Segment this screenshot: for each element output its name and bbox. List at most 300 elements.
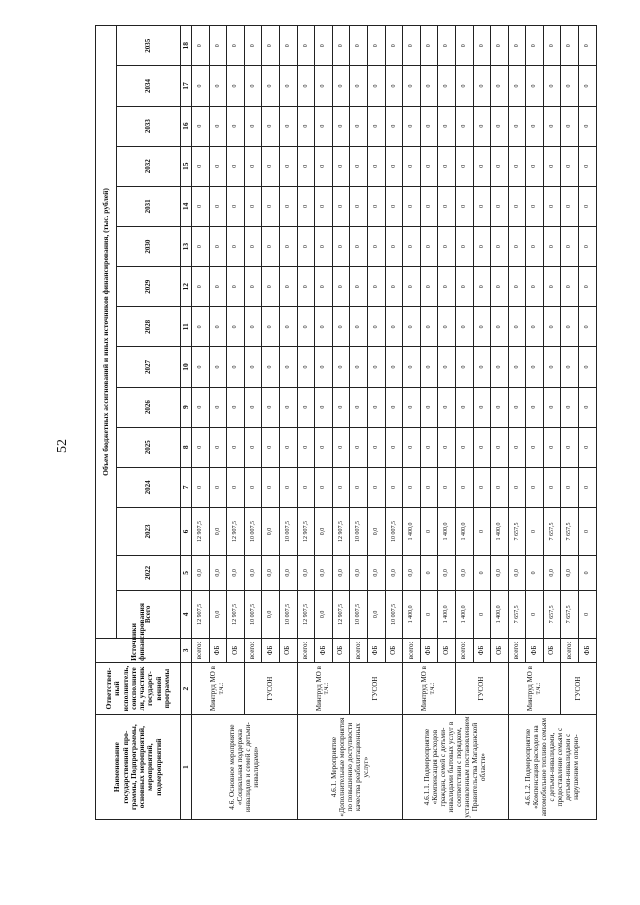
value-cell: 0 [315, 467, 333, 507]
header-total: Всего [117, 590, 181, 638]
header-index-cell: 11 [181, 307, 192, 347]
value-cell: 0 [403, 267, 421, 307]
value-cell: 0 [526, 106, 544, 146]
value-cell: 0 [473, 507, 491, 555]
value-cell: 0 [579, 267, 597, 307]
source-cell: ФБ [367, 638, 385, 662]
value-cell: 0 [508, 347, 526, 387]
value-cell: 1 400,0 [455, 590, 473, 638]
value-cell: 0 [367, 66, 385, 106]
value-cell: 0 [420, 267, 438, 307]
value-cell: 0,0 [315, 590, 333, 638]
value-cell: 0 [279, 106, 297, 146]
value-cell: 0 [279, 267, 297, 307]
value-cell: 0 [209, 427, 227, 467]
value-cell: 0,0 [543, 555, 561, 590]
value-cell: 0 [526, 186, 544, 226]
value-cell: 0 [192, 106, 210, 146]
value-cell: 0 [491, 146, 509, 186]
value-cell: 0 [227, 307, 245, 347]
source-cell: всего: [455, 638, 473, 662]
source-cell: ФБ [526, 638, 544, 662]
value-cell: 1 400,0 [491, 507, 509, 555]
value-cell: 0,0 [209, 590, 227, 638]
value-cell: 0 [385, 226, 403, 266]
value-cell: 0 [332, 387, 350, 427]
value-cell: 0 [491, 186, 509, 226]
value-cell: 0 [543, 307, 561, 347]
value-cell: 0 [332, 347, 350, 387]
value-cell: 0 [227, 226, 245, 266]
activity-name: 4.6.1.1. Подмероприятие «Компенсация расходов граждан, семей с детьми-инвалидами бытовых услуг в соответствии с порядком, установленным постановлением Правительства Магаданской области» [403, 715, 509, 820]
value-cell: 1 400,0 [403, 507, 421, 555]
value-cell: 0 [227, 146, 245, 186]
header-year: 2031 [117, 186, 181, 226]
executor-cell: ГУСОН [561, 662, 596, 714]
value-cell: 0 [438, 347, 456, 387]
value-cell: 0,0 [209, 555, 227, 590]
value-cell: 0 [315, 226, 333, 266]
value-cell: 7 657,5 [543, 507, 561, 555]
header-index-cell: 17 [181, 66, 192, 106]
value-cell: 0 [332, 267, 350, 307]
value-cell: 0 [438, 186, 456, 226]
value-cell: 0 [403, 106, 421, 146]
source-cell: всего: [244, 638, 262, 662]
header-year: 2032 [117, 146, 181, 186]
value-cell: 0 [192, 66, 210, 106]
source-cell: ОБ [543, 638, 561, 662]
table-body [192, 26, 597, 820]
value-cell: 0 [403, 387, 421, 427]
source-cell: ФБ [209, 638, 227, 662]
value-cell: 0 [209, 186, 227, 226]
value-cell: 0 [508, 26, 526, 66]
value-cell: 0,0 [192, 555, 210, 590]
value-cell: 0 [297, 307, 315, 347]
value-cell: 0 [315, 106, 333, 146]
header-year: 2033 [117, 106, 181, 146]
value-cell: 0,0 [491, 555, 509, 590]
value-cell: 0 [579, 507, 597, 555]
value-cell: 0 [561, 267, 579, 307]
header-index-cell: 4 [181, 590, 192, 638]
value-cell: 0 [209, 26, 227, 66]
value-cell: 0 [385, 307, 403, 347]
value-cell: 0,0 [508, 555, 526, 590]
value-cell: 0 [262, 307, 280, 347]
value-cell: 0 [526, 146, 544, 186]
value-cell: 10 007,5 [279, 507, 297, 555]
value-cell: 0 [420, 106, 438, 146]
header-index-cell: 1 [181, 715, 192, 820]
header-year: 2034 [117, 66, 181, 106]
value-cell: 0 [561, 467, 579, 507]
value-cell: 0,0 [262, 555, 280, 590]
value-cell: 0 [244, 307, 262, 347]
header-year: 2030 [117, 226, 181, 266]
value-cell: 0 [438, 427, 456, 467]
value-cell: 0 [227, 267, 245, 307]
value-cell: 0 [526, 267, 544, 307]
activity-name: 4.6.1. Мероприятие «Дополнительные мероприятия по повышению доступности качества реабилитационных услуг» [297, 715, 403, 820]
value-cell: 0 [350, 467, 368, 507]
value-cell: 0 [420, 387, 438, 427]
value-cell: 0 [350, 347, 368, 387]
value-cell: 0 [403, 427, 421, 467]
value-cell: 0 [297, 467, 315, 507]
value-cell: 0 [579, 146, 597, 186]
header-index-cell: 14 [181, 186, 192, 226]
source-cell: ФБ [315, 638, 333, 662]
value-cell: 0,0 [350, 555, 368, 590]
value-cell: 0 [543, 467, 561, 507]
budget-table [95, 25, 597, 820]
value-cell: 0 [332, 307, 350, 347]
value-cell: 0 [420, 226, 438, 266]
value-cell: 0 [438, 106, 456, 146]
header-name: Наименование государственной про-граммы, Подпрограммы, основных мероприятий, мероприятий, подмероприятий [96, 715, 181, 820]
value-cell: 0 [438, 146, 456, 186]
value-cell: 0 [192, 427, 210, 467]
header-year: 2023 [117, 507, 181, 555]
value-cell: 0 [332, 186, 350, 226]
value-cell: 0 [244, 267, 262, 307]
value-cell: 10 007,5 [279, 590, 297, 638]
value-cell: 0 [350, 226, 368, 266]
source-cell: ОБ [227, 638, 245, 662]
value-cell: 0 [420, 427, 438, 467]
value-cell: 0,0 [227, 555, 245, 590]
value-cell: 0 [227, 106, 245, 146]
value-cell: 0 [367, 347, 385, 387]
value-cell: 0 [350, 146, 368, 186]
value-cell: 0 [438, 307, 456, 347]
value-cell: 0 [262, 226, 280, 266]
value-cell: 0 [262, 106, 280, 146]
value-cell: 0 [455, 106, 473, 146]
value-cell: 0 [297, 106, 315, 146]
value-cell: 0 [526, 507, 544, 555]
value-cell: 0 [244, 347, 262, 387]
value-cell: 0 [262, 66, 280, 106]
value-cell: 0 [438, 66, 456, 106]
value-cell: 0 [350, 26, 368, 66]
value-cell: 12 907,5 [192, 507, 210, 555]
value-cell: 0 [473, 347, 491, 387]
value-cell: 10 007,5 [385, 507, 403, 555]
value-cell: 0 [279, 66, 297, 106]
table-row [350, 26, 368, 820]
executor-cell: ГУСОН [350, 662, 403, 714]
value-cell: 0,0 [244, 555, 262, 590]
value-cell: 0 [244, 26, 262, 66]
value-cell: 0 [543, 347, 561, 387]
value-cell: 0 [473, 146, 491, 186]
value-cell: 0 [455, 66, 473, 106]
header-row-main [96, 26, 117, 820]
value-cell: 0 [526, 555, 544, 590]
value-cell: 0 [438, 26, 456, 66]
value-cell: 0 [209, 307, 227, 347]
value-cell: 0 [579, 66, 597, 106]
value-cell: 0 [279, 226, 297, 266]
executor-cell: Минтруд МО в т.ч.: [508, 662, 561, 714]
value-cell: 0 [227, 427, 245, 467]
value-cell: 0 [227, 387, 245, 427]
source-cell: ФБ [473, 638, 491, 662]
value-cell: 0 [543, 106, 561, 146]
value-cell: 0 [367, 267, 385, 307]
header-index-cell: 15 [181, 146, 192, 186]
value-cell: 0,0 [332, 555, 350, 590]
value-cell: 0 [262, 186, 280, 226]
value-cell: 0 [315, 186, 333, 226]
value-cell: 0 [561, 387, 579, 427]
value-cell: 0 [367, 146, 385, 186]
value-cell: 0 [438, 467, 456, 507]
value-cell: 0 [543, 146, 561, 186]
value-cell: 0 [192, 307, 210, 347]
value-cell: 0 [192, 146, 210, 186]
value-cell: 0 [192, 347, 210, 387]
value-cell: 0 [244, 146, 262, 186]
value-cell: 0 [385, 26, 403, 66]
value-cell: 10 007,5 [385, 590, 403, 638]
value-cell: 0 [491, 387, 509, 427]
rotated-table-container [95, 25, 610, 820]
value-cell: 0 [262, 267, 280, 307]
value-cell: 0 [403, 347, 421, 387]
value-cell: 0 [332, 427, 350, 467]
value-cell: 0 [473, 467, 491, 507]
value-cell: 0 [455, 226, 473, 266]
value-cell: 0 [526, 347, 544, 387]
value-cell: 7 657,5 [543, 590, 561, 638]
value-cell: 0 [315, 307, 333, 347]
value-cell: 0 [192, 186, 210, 226]
value-cell: 0 [350, 307, 368, 347]
value-cell: 0 [491, 66, 509, 106]
value-cell: 0 [315, 347, 333, 387]
value-cell: 0 [244, 387, 262, 427]
value-cell: 0,0 [385, 555, 403, 590]
value-cell: 0 [403, 307, 421, 347]
header-year: 2035 [117, 26, 181, 66]
value-cell: 0 [473, 66, 491, 106]
value-cell: 0 [403, 26, 421, 66]
value-cell: 0 [508, 387, 526, 427]
value-cell: 0 [367, 427, 385, 467]
value-cell: 12 907,5 [227, 590, 245, 638]
value-cell: 0 [297, 66, 315, 106]
value-cell: 0 [385, 186, 403, 226]
value-cell: 12 907,5 [332, 590, 350, 638]
value-cell: 0 [508, 307, 526, 347]
value-cell: 0 [543, 186, 561, 226]
value-cell: 0 [508, 267, 526, 307]
value-cell: 0 [385, 347, 403, 387]
header-volume: Объем бюджетных ассигнований и иных источников финансирования, (тыс. рублей) [96, 26, 117, 639]
value-cell: 0,0 [209, 507, 227, 555]
value-cell: 0 [403, 226, 421, 266]
source-cell: ОБ [385, 638, 403, 662]
activity-name: 4.6.1.2. Подмероприятие «Компенсация расходов на автомобильное топливо семьям с детьми-инвалидами, предоставление семьям с детьми-инвалидами с нарушением опорно- [508, 715, 596, 820]
header-year: 2024 [117, 467, 181, 507]
value-cell: 0 [227, 66, 245, 106]
value-cell: 0 [561, 66, 579, 106]
value-cell: 0 [543, 387, 561, 427]
value-cell: 0 [262, 467, 280, 507]
value-cell: 0 [350, 427, 368, 467]
value-cell: 0 [279, 387, 297, 427]
value-cell: 0 [279, 186, 297, 226]
value-cell: 0 [279, 307, 297, 347]
value-cell: 0 [385, 267, 403, 307]
value-cell: 0 [579, 186, 597, 226]
activity-name: 4.6. Основное мероприятие «Социальная поддержка инвалидов и семей с детьми-инвалидами» [192, 715, 298, 820]
value-cell: 0 [262, 26, 280, 66]
source-cell: ФБ [420, 638, 438, 662]
value-cell: 0 [297, 427, 315, 467]
value-cell: 0 [192, 267, 210, 307]
value-cell: 0 [473, 427, 491, 467]
value-cell: 0 [455, 427, 473, 467]
header-index-cell: 18 [181, 26, 192, 66]
value-cell: 0 [332, 26, 350, 66]
value-cell: 0 [315, 387, 333, 427]
source-cell: ОБ [279, 638, 297, 662]
value-cell: 0 [420, 467, 438, 507]
value-cell: 0 [543, 26, 561, 66]
value-cell: 0 [491, 226, 509, 266]
value-cell: 0,0 [315, 555, 333, 590]
header-year: 2027 [117, 347, 181, 387]
value-cell: 0 [385, 427, 403, 467]
value-cell: 0 [491, 267, 509, 307]
value-cell: 0,0 [297, 555, 315, 590]
value-cell: 7 657,5 [561, 507, 579, 555]
executor-cell: Минтруд МО в т.ч.: [297, 662, 350, 714]
value-cell: 0 [526, 26, 544, 66]
source-cell: ОБ [332, 638, 350, 662]
value-cell: 0,0 [438, 555, 456, 590]
value-cell: 0 [244, 226, 262, 266]
source-cell: всего: [192, 638, 210, 662]
value-cell: 12 907,5 [332, 507, 350, 555]
value-cell: 0 [209, 226, 227, 266]
value-cell: 0 [367, 226, 385, 266]
value-cell: 0 [227, 467, 245, 507]
value-cell: 0 [227, 26, 245, 66]
value-cell: 0 [297, 146, 315, 186]
value-cell: 0 [491, 427, 509, 467]
value-cell: 0 [579, 26, 597, 66]
source-cell: ОБ [438, 638, 456, 662]
value-cell: 1 400,0 [455, 507, 473, 555]
value-cell: 0 [473, 26, 491, 66]
value-cell: 0 [579, 226, 597, 266]
value-cell: 0 [420, 590, 438, 638]
value-cell: 0 [244, 106, 262, 146]
value-cell: 0 [367, 186, 385, 226]
value-cell: 0 [297, 226, 315, 266]
value-cell: 0 [579, 467, 597, 507]
value-cell: 0 [455, 186, 473, 226]
executor-cell: ГУСОН [455, 662, 508, 714]
value-cell: 0 [579, 590, 597, 638]
value-cell: 0 [473, 226, 491, 266]
value-cell: 0 [473, 555, 491, 590]
header-index-cell: 16 [181, 106, 192, 146]
value-cell: 0 [526, 467, 544, 507]
value-cell: 1 400,0 [491, 590, 509, 638]
value-cell: 0 [227, 186, 245, 226]
table-row [297, 26, 315, 820]
value-cell: 0 [455, 146, 473, 186]
value-cell: 12 907,5 [192, 590, 210, 638]
value-cell: 0 [561, 347, 579, 387]
value-cell: 0 [526, 387, 544, 427]
value-cell: 0 [455, 307, 473, 347]
executor-cell: Минтруд МО в т.ч.: [192, 662, 245, 714]
source-cell: всего: [403, 638, 421, 662]
value-cell: 7 657,5 [561, 590, 579, 638]
value-cell: 0 [209, 387, 227, 427]
value-cell: 0 [262, 146, 280, 186]
value-cell: 0 [420, 66, 438, 106]
value-cell: 0 [367, 387, 385, 427]
value-cell: 0 [192, 467, 210, 507]
value-cell: 0 [561, 226, 579, 266]
value-cell: 0 [579, 387, 597, 427]
value-cell: 12 907,5 [227, 507, 245, 555]
value-cell: 0 [403, 66, 421, 106]
source-cell: ОБ [491, 638, 509, 662]
value-cell: 0 [526, 307, 544, 347]
header-index-cell: 10 [181, 347, 192, 387]
value-cell: 0 [543, 427, 561, 467]
value-cell: 0 [579, 347, 597, 387]
value-cell: 12 907,5 [297, 507, 315, 555]
header-index-cell: 7 [181, 467, 192, 507]
value-cell: 0 [279, 146, 297, 186]
value-cell: 0,0 [561, 555, 579, 590]
value-cell: 0 [403, 146, 421, 186]
value-cell: 0 [192, 387, 210, 427]
value-cell: 0 [455, 467, 473, 507]
value-cell: 0 [315, 66, 333, 106]
table-row [403, 26, 421, 820]
header-index-row [181, 26, 192, 820]
value-cell: 0 [244, 467, 262, 507]
header-index-cell: 6 [181, 507, 192, 555]
value-cell: 0 [332, 66, 350, 106]
value-cell: 0 [455, 267, 473, 307]
header-index-cell: 13 [181, 226, 192, 266]
value-cell: 0 [473, 267, 491, 307]
value-cell: 0 [315, 146, 333, 186]
value-cell: 0,0 [315, 507, 333, 555]
value-cell: 0 [420, 307, 438, 347]
value-cell: 0,0 [262, 590, 280, 638]
value-cell: 10 007,5 [350, 590, 368, 638]
value-cell: 0 [332, 226, 350, 266]
value-cell: 0 [508, 186, 526, 226]
source-cell: ФБ [262, 638, 280, 662]
value-cell: 0 [262, 387, 280, 427]
value-cell: 0 [315, 26, 333, 66]
